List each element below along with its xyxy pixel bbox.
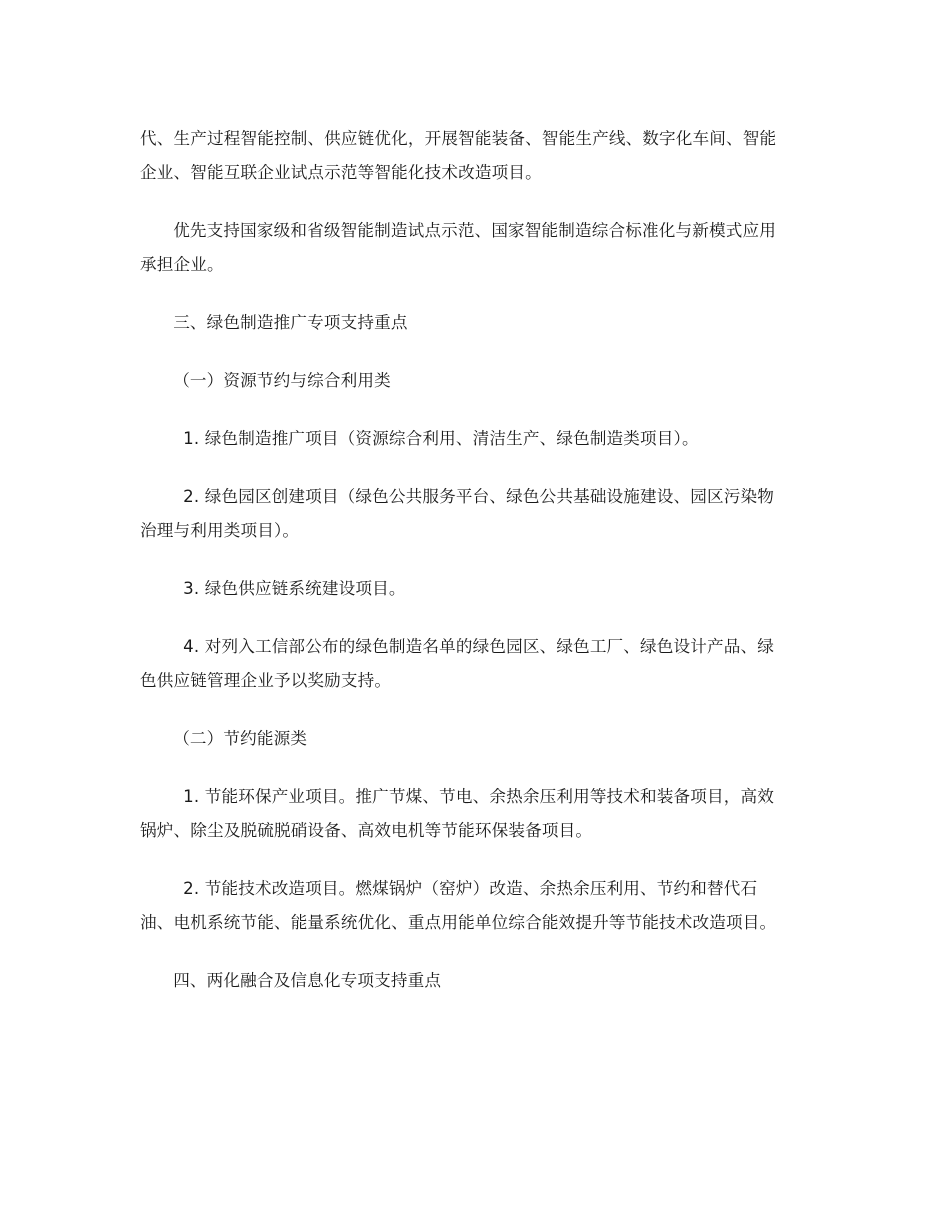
document-body <box>140 122 780 1022</box>
list-item-green-awards: 4. 对列入工信部公布的绿色制造名单的绿色园区、绿色工厂、绿色设计产品、绿色供应链管理企业予以奖励支持。 <box>140 637 774 690</box>
list-item-green-park: 2. 绿色园区创建项目（绿色公共服务平台、绿色公共基础设施建设、园区污染物治理与利用类项目）。 <box>140 487 774 540</box>
list-item-green-supply-chain: 3. 绿色供应链系统建设项目。 <box>183 579 406 598</box>
paragraph-priority-support: 优先支持国家级和省级智能制造试点示范、国家智能制造综合标准化与新模式应用承担企业。 <box>140 221 776 274</box>
subsection-heading-energy-saving: （二）节约能源类 <box>173 729 308 748</box>
list-item-green-promotion: 1. 绿色制造推广项目（资源综合利用、清洁生产、绿色制造类项目）。 <box>183 429 699 448</box>
section-heading-informatization: 四、两化融合及信息化专项支持重点 <box>173 971 442 990</box>
subsection-heading-resource-saving: （一）资源节约与综合利用类 <box>173 371 391 390</box>
paragraph-continuation: 代、生产过程智能控制、供应链优化，开展智能装备、智能生产线、数字化车间、智能企业、智能互联企业试点示范等智能化技术改造项目。 <box>140 129 777 182</box>
list-item-energy-industry: 1. 节能环保产业项目。推广节煤、节电、余热余压利用等技术和装备项目，高效锅炉、除尘及脱硫脱硝设备、高效电机等节能环保装备项目。 <box>140 787 774 840</box>
list-item-energy-tech-upgrade: 2. 节能技术改造项目。燃煤锅炉（窑炉）改造、余热余压利用、节约和替代石油、电机系统节能、能量系统优化、重点用能单位综合能效提升等节能技术改造项目。 <box>140 879 777 932</box>
section-heading-green-manufacturing: 三、绿色制造推广专项支持重点 <box>173 313 408 332</box>
